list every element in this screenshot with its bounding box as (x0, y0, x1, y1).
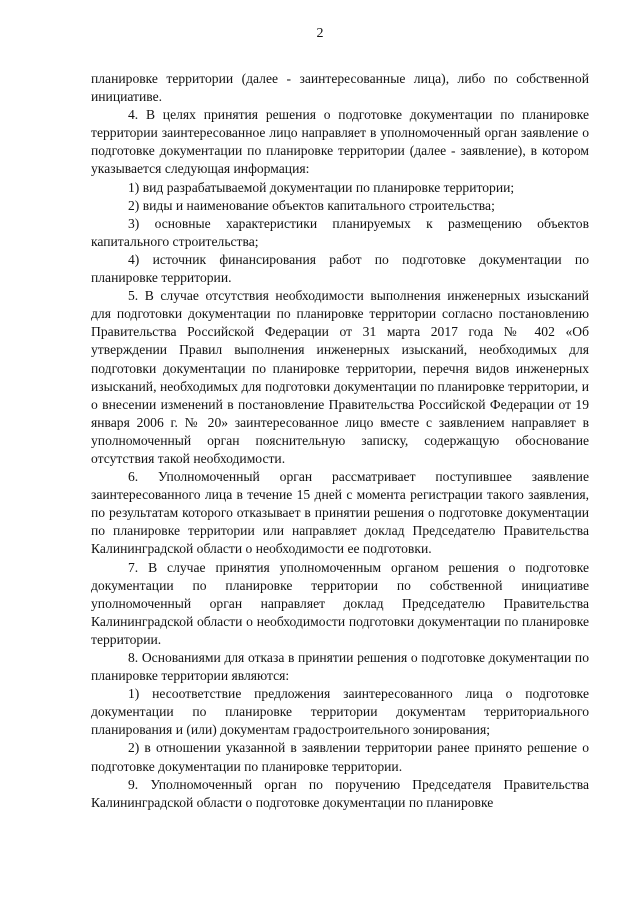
list-item-refusal-reason-1: 1) несоответствие предложения заинтересованного лица о подготовке документации по планировке территории документам территориального планирования и (или) документам градостроительного зонирования; (91, 686, 589, 738)
page-number: 2 (316, 26, 324, 41)
list-item-object-types: 2) виды и наименование объектов капитального строительства; (128, 197, 495, 213)
list-item-document-type: 1) вид разрабатываемой документации по планировке территории; (128, 179, 515, 195)
paragraph-clause-7: 7. В случае принятия уполномоченным органом решения о подготовке документации по планировке территории по собственной инициативе уполномоченный орган направляет доклад Председателю Правительства Калининградской области о необходимости подготовки документации по планировке территории. (91, 559, 589, 647)
paragraph-continuation: планировке территории (далее - заинтересованные лица), либо по собственной инициативе. (91, 71, 589, 105)
paragraph-clause-8: 8. Основаниями для отказа в принятии решения о подготовке документации по планировке территории являются: (91, 650, 589, 684)
list-item-characteristics: 3) основные характеристики планируемых к размещению объектов капитального строительства; (91, 215, 589, 249)
list-item-funding-source: 4) источник финансирования работ по подготовке документации по планировке территории. (91, 251, 589, 286)
list-item-refusal-reason-2: 2) в отношении указанной в заявлении территории ранее принято решение о подготовке документации по планировке территории. (91, 740, 589, 774)
paragraph-clause-9: 9. Уполномоченный орган по поручению Председателя Правительства Калининградской области о подготовке документации по планировке (91, 776, 589, 810)
paragraph-clause-6: 6. Уполномоченный орган рассматривает поступившее заявление заинтересованного лица в течение 15 дней с момента регистрации такого заявления, по результатам которого отказывает в принятии решения о подготовке документации по планировке территории или направляет доклад Председателю Правительства Калининградской области о необходимости ее подготовки. (91, 469, 589, 557)
paragraph-clause-5: 5. В случае отсутствия необходимости выполнения инженерных изысканий для подготовки документации по планировке территории согласно постановлению Правительства Российской Федерации от 31 марта 2017 года № 402 «Об утверждении Правил выполнения инженерных изысканий, необходимых для подготовки документации по планировке территории, перечня видов инженерных изысканий, необходимых для подготовки документации по планировке территории, и о внесении изменений в постановление Правительства Российской Федерации от 19 января 2006 г. № 20» заинтересованное лицо вместе с заявлением направляет в уполномоченный орган пояснительную записку, содержащую обоснование отсутствия такой необходимости. (91, 288, 589, 466)
paragraph-clause-4: 4. В целях принятия решения о подготовке документации по планировке территории заинтересованное лицо направляет в уполномоченный орган заявление о подготовке документации по планировке территории (далее - заявление), в котором указывается следующая информация: (91, 107, 589, 177)
document-body (91, 70, 589, 812)
